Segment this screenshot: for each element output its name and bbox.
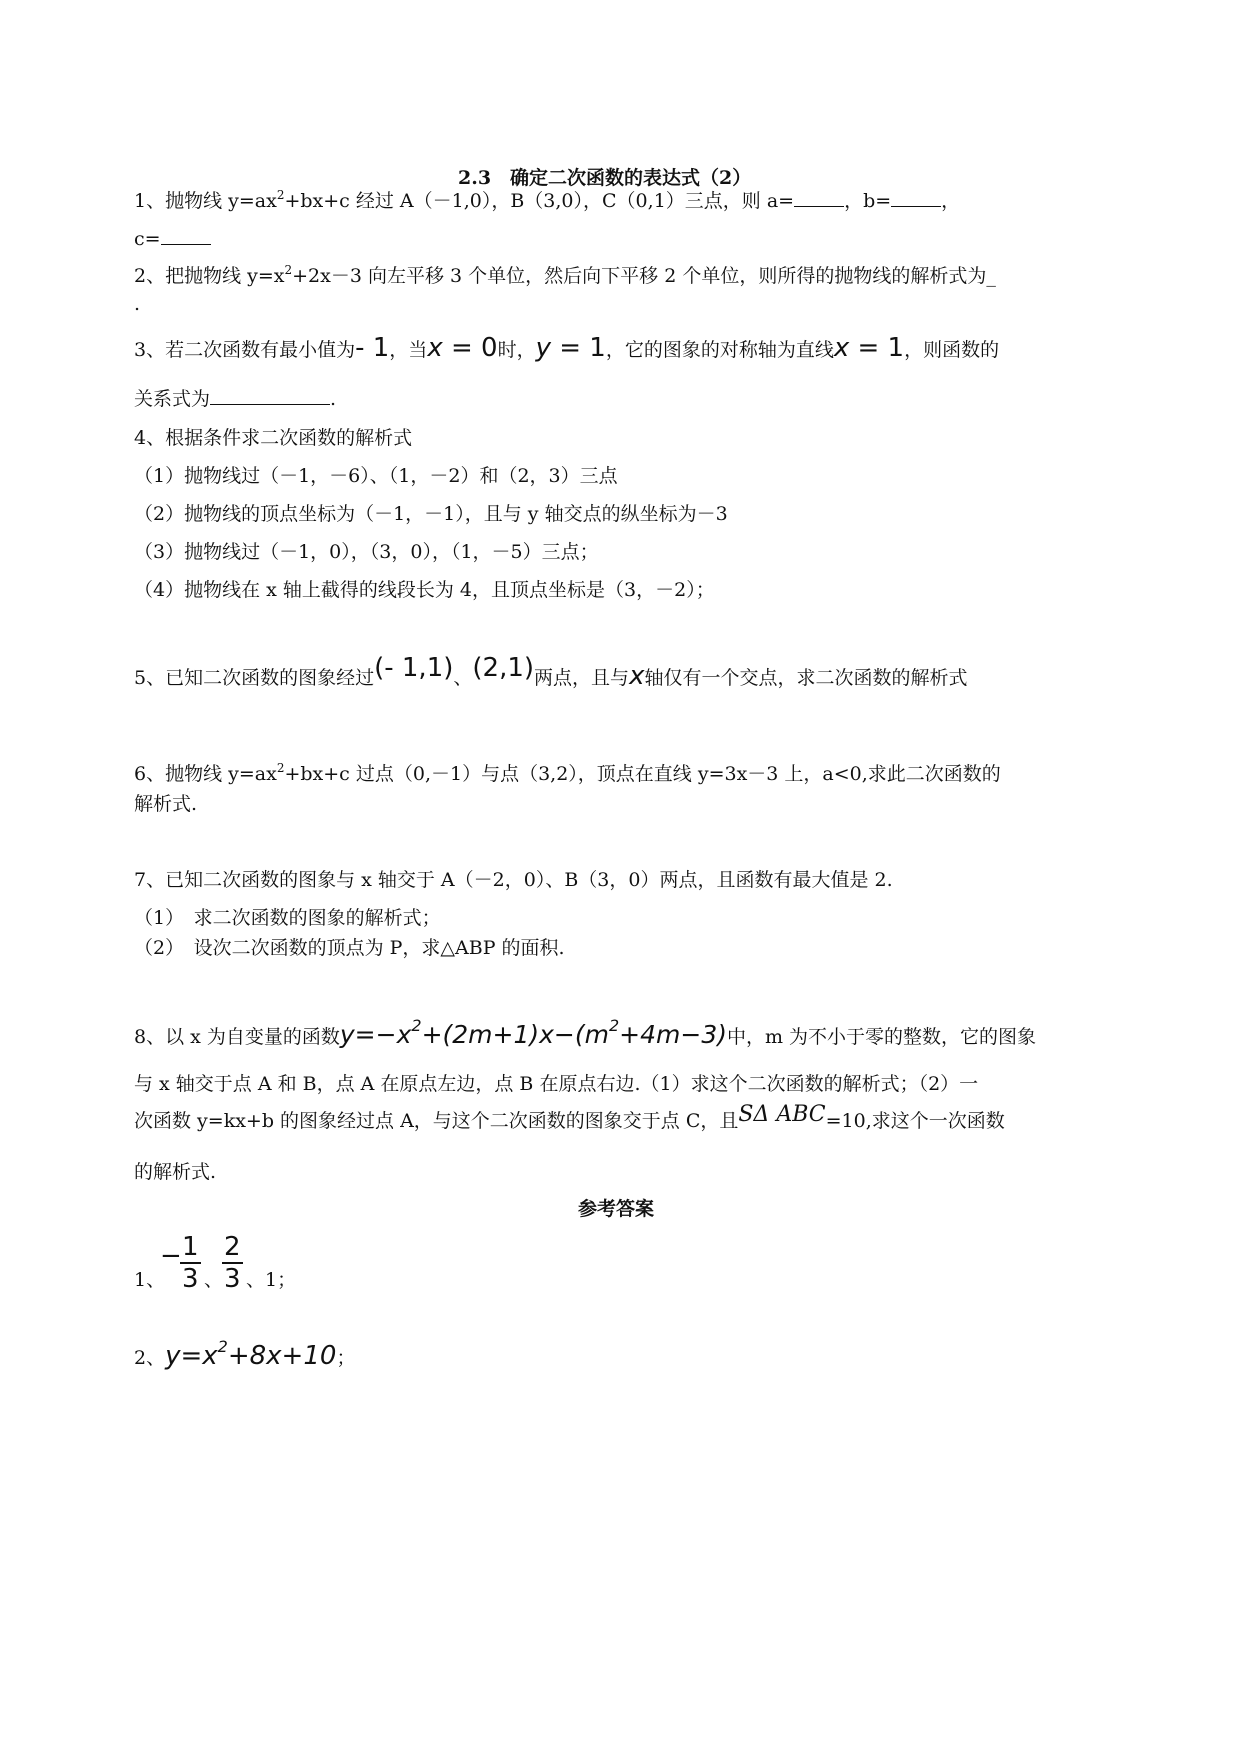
question-4-item: （1）抛物线过（－1，－6）、（1，－2）和（2，3）三点 [134,465,618,487]
question-7-item: （1） 求二次函数的图象的解析式； [134,907,441,929]
fraction-one-third: $\frac{1}{3}$ [182,1232,199,1294]
question-1-cont: c= [134,226,211,251]
question-6: 6、抛物线 $y=ax^2+bx+c$ 过点（0,－1）与点（3,2），顶点在直线 y=3x－3 上，a<0,求此二次函数的 [134,761,1001,785]
question-8-line2: 与 x 轴交于点 A 和 B，点 A 在原点左边，点 B 在原点右边.（1）求这个二次函数的解析式；（2）一 [134,1073,979,1095]
question-8-line3: 次函数 y=kx+b 的图象经过点 A，与这个二次函数的图象交于点 C，且SΔ ABC=10,求这个一次函数 [134,1102,1005,1132]
question-7-stem: 7、已知二次函数的图象与 x 轴交于 A（－2，0）、B（3，0）两点，且函数有最大值是 2. [134,869,893,891]
question-7-item: （2） 设次二次函数的顶点为 P，求△ABP 的面积. [134,937,565,959]
question-6-cont: 解析式. [134,793,198,815]
triangle-area: SΔ ABC [738,1102,826,1127]
question-4-stem: 4、根据条件求二次函数的解析式 [134,427,413,449]
question-3: 3、若二次函数有最小值为- 1，当x = 0时，y = 1，它的图象的对称轴为直线x = 1，则函数的 [134,333,1000,363]
question-8: 8、以 x 为自变量的函数$y=-x^2+(2m+1)x-(m^2+4m-3)$中，m 为不小于零的整数，它的图象 [134,1016,1037,1049]
answer-2: 2、$y=x^2+8x+10$； [134,1337,356,1371]
question-2-cont: . [134,293,141,315]
point-2: (2,1) [472,653,535,683]
page-title: 2.3 确定二次函数的表达式（2） [458,167,752,189]
question-4-item: （3）抛物线过（－1，0），（3，0），（1，－5）三点； [134,541,599,563]
answer-blank-a[interactable] [794,188,844,207]
answer-2-formula: $y=x^2+8x+10$ [165,1337,337,1371]
answer-blank-b[interactable] [891,188,941,207]
fraction-two-thirds: $\frac{2}{3}$ [224,1232,241,1294]
question-5: 5、已知二次函数的图象经过(- 1,1)、(2,1)两点，且与x轴仅有一个交点，求二次函数的解析式 [134,653,968,691]
answers-heading: 参考答案 [578,1198,655,1220]
question-3-cont: 关系式为 . [134,388,337,410]
question-8-line4: 的解析式. [134,1161,217,1183]
question-2: 2、把抛物线 $y=x^2+2x-3$ 向左平移 3 个单位，然后向下平移 2 个单位，则所得的抛物线的解析式为_ [134,263,996,287]
question-4-item: （4）抛物线在 x 轴上截得的线段长为 4，且顶点坐标是（3，－2）； [134,579,715,601]
point-1: (- 1,1) [374,653,454,683]
answer-blank-c[interactable] [161,226,211,245]
function-formula: $y=-x^2+(2m+1)x-(m^2+4m-3)$ [339,1016,727,1049]
question-4-item: （2）抛物线的顶点坐标为（－1，－1），且与 y 轴交点的纵坐标为－3 [134,503,728,525]
answer-blank-relation[interactable] [210,386,330,405]
math-min-value: - 1 [355,333,390,363]
question-1: 1、抛物线 $y=ax^2+bx+c$ 经过 A（－1,0），B（3,0），C（0,1）三点，则 a= ，b= ， [134,188,961,212]
